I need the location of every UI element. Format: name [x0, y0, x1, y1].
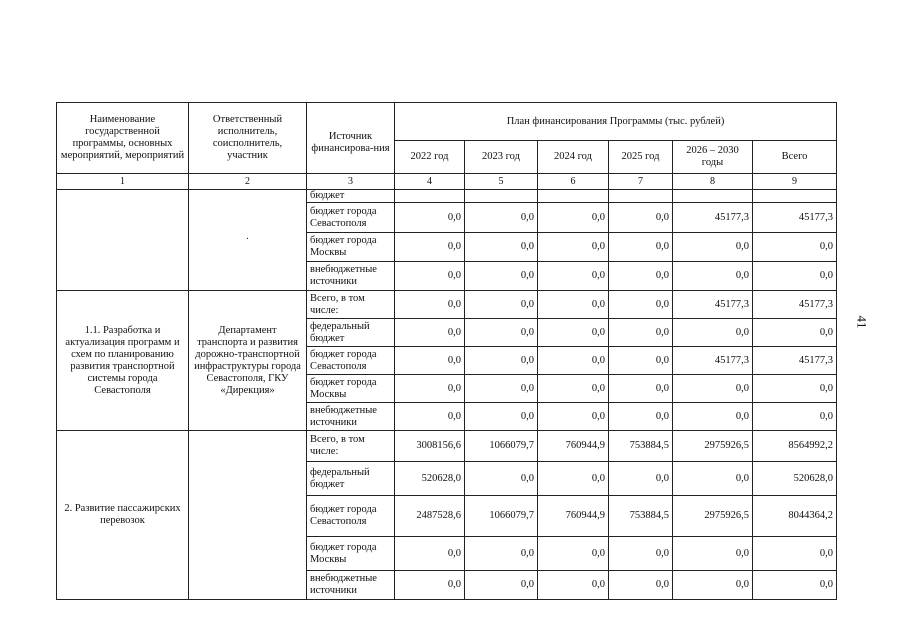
value-cell: 0,0 [465, 462, 538, 496]
value-cell: 0,0 [753, 262, 837, 291]
financing-table [56, 102, 837, 600]
value-cell: 0,0 [673, 571, 753, 600]
responsible-cell: · [189, 190, 307, 291]
value-cell: 2487528,6 [395, 496, 465, 537]
item-name-cell: 2. Развитие пассажирских перевозок [57, 431, 189, 600]
source-cell: бюджет города Севастополя [307, 347, 395, 375]
value-cell: 0,0 [609, 319, 673, 347]
value-cell: 0,0 [465, 403, 538, 431]
column-number-row [57, 174, 837, 190]
value-cell: 0,0 [395, 291, 465, 319]
value-cell: 0,0 [673, 262, 753, 291]
value-cell: 45177,3 [673, 291, 753, 319]
column-number: 3 [307, 174, 395, 190]
column-number: 4 [395, 174, 465, 190]
header-source: Источник финансирова-ния [307, 103, 395, 174]
value-cell: 0,0 [538, 319, 609, 347]
source-cell: бюджет города Москвы [307, 233, 395, 262]
header-year: 2025 год [609, 141, 673, 174]
value-cell: 1066079,7 [465, 431, 538, 462]
item-name-cell: 1.1. Разработка и актуализация программ и схем по планированию развития транспортной системы города Севастополя [57, 291, 189, 431]
source-cell: федеральный бюджет [307, 319, 395, 347]
source-cell: бюджет [307, 190, 395, 203]
value-cell: 0,0 [395, 403, 465, 431]
value-cell: 0,0 [538, 291, 609, 319]
value-cell: 0,0 [753, 375, 837, 403]
value-cell: 0,0 [538, 537, 609, 571]
column-number: 2 [189, 174, 307, 190]
value-cell [538, 190, 609, 203]
value-cell: 760944,9 [538, 496, 609, 537]
value-cell: 0,0 [609, 571, 673, 600]
value-cell [465, 190, 538, 203]
value-cell: 0,0 [609, 262, 673, 291]
value-cell: 0,0 [609, 375, 673, 403]
value-cell: 0,0 [465, 233, 538, 262]
source-cell: Всего, в том числе: [307, 431, 395, 462]
value-cell: 0,0 [465, 203, 538, 233]
source-cell: внебюджетные источники [307, 262, 395, 291]
value-cell: 0,0 [538, 462, 609, 496]
value-cell: 0,0 [395, 203, 465, 233]
value-cell: 3008156,6 [395, 431, 465, 462]
value-cell: 0,0 [609, 347, 673, 375]
value-cell: 0,0 [673, 233, 753, 262]
value-cell: 0,0 [609, 233, 673, 262]
value-cell: 0,0 [465, 375, 538, 403]
value-cell: 0,0 [673, 537, 753, 571]
value-cell [395, 190, 465, 203]
header-year: 2023 год [465, 141, 538, 174]
source-cell: федеральный бюджет [307, 462, 395, 496]
table-row-partial [57, 190, 837, 203]
value-cell: 45177,3 [753, 291, 837, 319]
source-cell: Всего, в том числе: [307, 291, 395, 319]
header-plan-title: План финансирования Программы (тыс. рублей) [395, 103, 837, 141]
value-cell: 0,0 [673, 319, 753, 347]
value-cell: 0,0 [753, 319, 837, 347]
value-cell: 0,0 [395, 262, 465, 291]
source-cell: бюджет города Москвы [307, 375, 395, 403]
source-cell: бюджет города Севастополя [307, 203, 395, 233]
value-cell: 520628,0 [395, 462, 465, 496]
value-cell: 0,0 [395, 537, 465, 571]
value-cell: 0,0 [395, 375, 465, 403]
source-cell: бюджет города Севастополя [307, 496, 395, 537]
responsible-cell [189, 431, 307, 600]
value-cell: 8564992,2 [753, 431, 837, 462]
value-cell: 0,0 [395, 233, 465, 262]
value-cell: 45177,3 [753, 347, 837, 375]
value-cell: 0,0 [395, 571, 465, 600]
item-name-cell [57, 190, 189, 291]
value-cell: 2975926,5 [673, 496, 753, 537]
header-year: 2022 год [395, 141, 465, 174]
value-cell: 0,0 [673, 462, 753, 496]
value-cell: 753884,5 [609, 496, 673, 537]
value-cell: 45177,3 [753, 203, 837, 233]
value-cell: 0,0 [609, 537, 673, 571]
column-number: 1 [57, 174, 189, 190]
column-number: 5 [465, 174, 538, 190]
source-cell: внебюджетные источники [307, 571, 395, 600]
header-year: 2026 – 2030 годы [673, 141, 753, 174]
value-cell: 0,0 [465, 571, 538, 600]
column-number: 7 [609, 174, 673, 190]
value-cell: 0,0 [538, 262, 609, 291]
value-cell: 0,0 [753, 233, 837, 262]
value-cell: 0,0 [538, 347, 609, 375]
value-cell: 0,0 [673, 403, 753, 431]
value-cell: 753884,5 [609, 431, 673, 462]
value-cell: 0,0 [609, 291, 673, 319]
header-responsible: Ответственный исполнитель, соисполнитель, участник [189, 103, 307, 174]
responsible-cell: Департамент транспорта и развития дорожно-транспортной инфраструктуры города Севастополя, ГКУ «Дирекция» [189, 291, 307, 431]
header-row [57, 103, 837, 141]
value-cell: 0,0 [609, 403, 673, 431]
value-cell: 0,0 [753, 403, 837, 431]
value-cell: 0,0 [753, 537, 837, 571]
value-cell: 0,0 [538, 203, 609, 233]
value-cell: 0,0 [465, 319, 538, 347]
value-cell: 8044364,2 [753, 496, 837, 537]
value-cell: 0,0 [395, 319, 465, 347]
column-number: 6 [538, 174, 609, 190]
column-number: 9 [753, 174, 837, 190]
value-cell: 0,0 [465, 291, 538, 319]
value-cell: 2975926,5 [673, 431, 753, 462]
value-cell [673, 190, 753, 203]
value-cell [609, 190, 673, 203]
header-year: Всего [753, 141, 837, 174]
value-cell: 0,0 [465, 262, 538, 291]
value-cell: 0,0 [395, 347, 465, 375]
value-cell: 0,0 [753, 571, 837, 600]
page-number: 41 [854, 315, 870, 329]
value-cell: 520628,0 [753, 462, 837, 496]
table-row [57, 291, 837, 319]
value-cell: 0,0 [609, 462, 673, 496]
value-cell: 0,0 [609, 203, 673, 233]
value-cell: 1066079,7 [465, 496, 538, 537]
value-cell: 0,0 [465, 347, 538, 375]
value-cell: 0,0 [673, 375, 753, 403]
table-row [57, 431, 837, 462]
header-name: Наименование государственной программы, основных мероприятий, мероприятий [57, 103, 189, 174]
value-cell: 0,0 [538, 571, 609, 600]
value-cell: 0,0 [538, 403, 609, 431]
value-cell [753, 190, 837, 203]
value-cell: 45177,3 [673, 203, 753, 233]
source-cell: бюджет города Москвы [307, 537, 395, 571]
value-cell: 0,0 [538, 375, 609, 403]
value-cell: 760944,9 [538, 431, 609, 462]
source-cell: внебюджетные источники [307, 403, 395, 431]
value-cell: 0,0 [538, 233, 609, 262]
value-cell: 45177,3 [673, 347, 753, 375]
header-year: 2024 год [538, 141, 609, 174]
column-number: 8 [673, 174, 753, 190]
value-cell: 0,0 [465, 537, 538, 571]
